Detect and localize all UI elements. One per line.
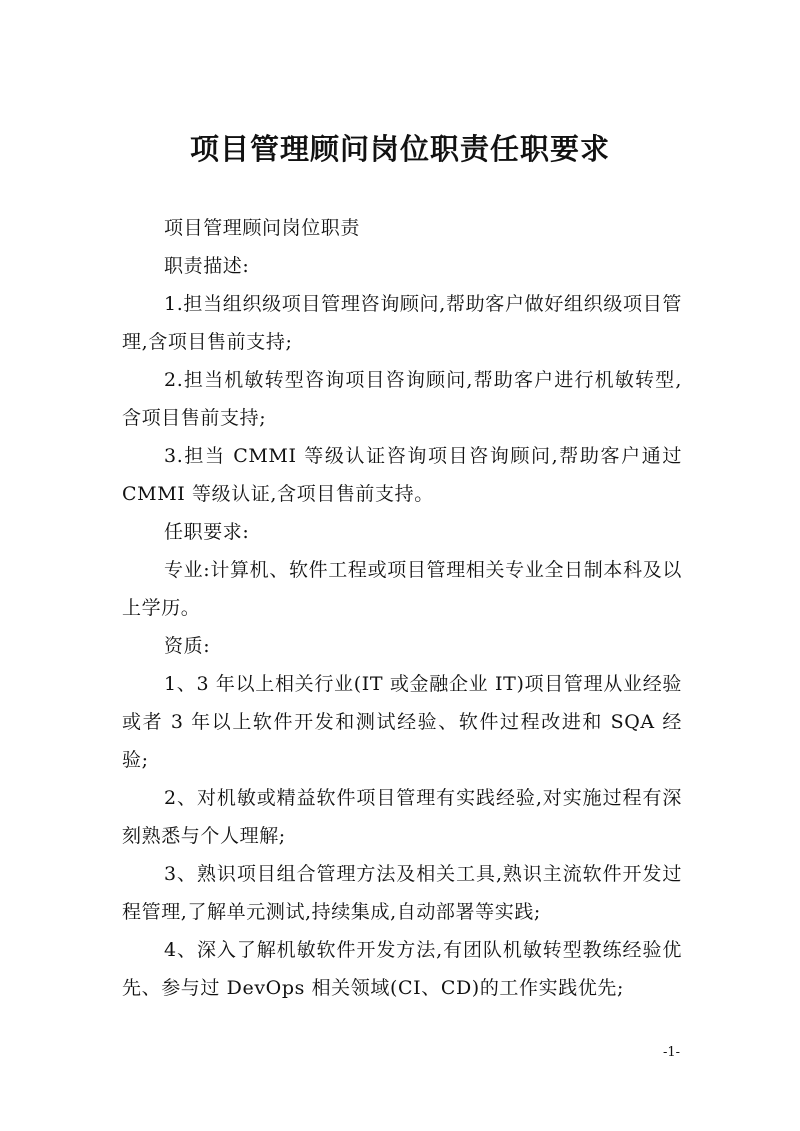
qualification-item-1: 1、3 年以上相关行业(IT 或金融企业 IT)项目管理从业经验或者 3 年以上软件开发和测试经验、软件过程改进和 SQA 经验; <box>122 673 682 771</box>
subheading-job-description: 职责描述: <box>164 255 250 277</box>
duty-item-2: 2.担当机敏转型咨询项目咨询顾问,帮助客户进行机敏转型,含项目售前支持; <box>122 369 682 429</box>
qualification-item-4: 4、深入了解机敏软件开发方法,有团队机敏转型教练经验优先、参与过 DevOps 相关领域(CI、CD)的工作实践优先; <box>122 939 682 999</box>
duty-item-1: 1.担当组织级项目管理咨询顾问,帮助客户做好组织级项目管理,含项目售前支持; <box>122 293 682 353</box>
requirement-major: 专业:计算机、软件工程或项目管理相关专业全日制本科及以上学历。 <box>122 559 682 619</box>
qualification-item-3: 3、熟识项目组合管理方法及相关工具,熟识主流软件开发过程管理,了解单元测试,持续集成,自动部署等实践; <box>122 863 682 923</box>
section-heading-responsibilities: 项目管理顾问岗位职责 <box>164 217 361 239</box>
document-body <box>122 209 682 1007</box>
page-number: -1- <box>662 1045 680 1060</box>
page-title: 项目管理顾问岗位职责任职要求 <box>189 132 610 167</box>
subheading-qualifications: 资质: <box>164 635 211 657</box>
duty-item-3: 3.担当 CMMI 等级认证咨询项目咨询顾问,帮助客户通过 CMMI 等级认证,含项目售前支持。 <box>122 445 682 505</box>
qualification-item-2: 2、对机敏或精益软件项目管理有实践经验,对实施过程有深刻熟悉与个人理解; <box>122 787 682 847</box>
subheading-requirements: 任职要求: <box>164 521 250 543</box>
